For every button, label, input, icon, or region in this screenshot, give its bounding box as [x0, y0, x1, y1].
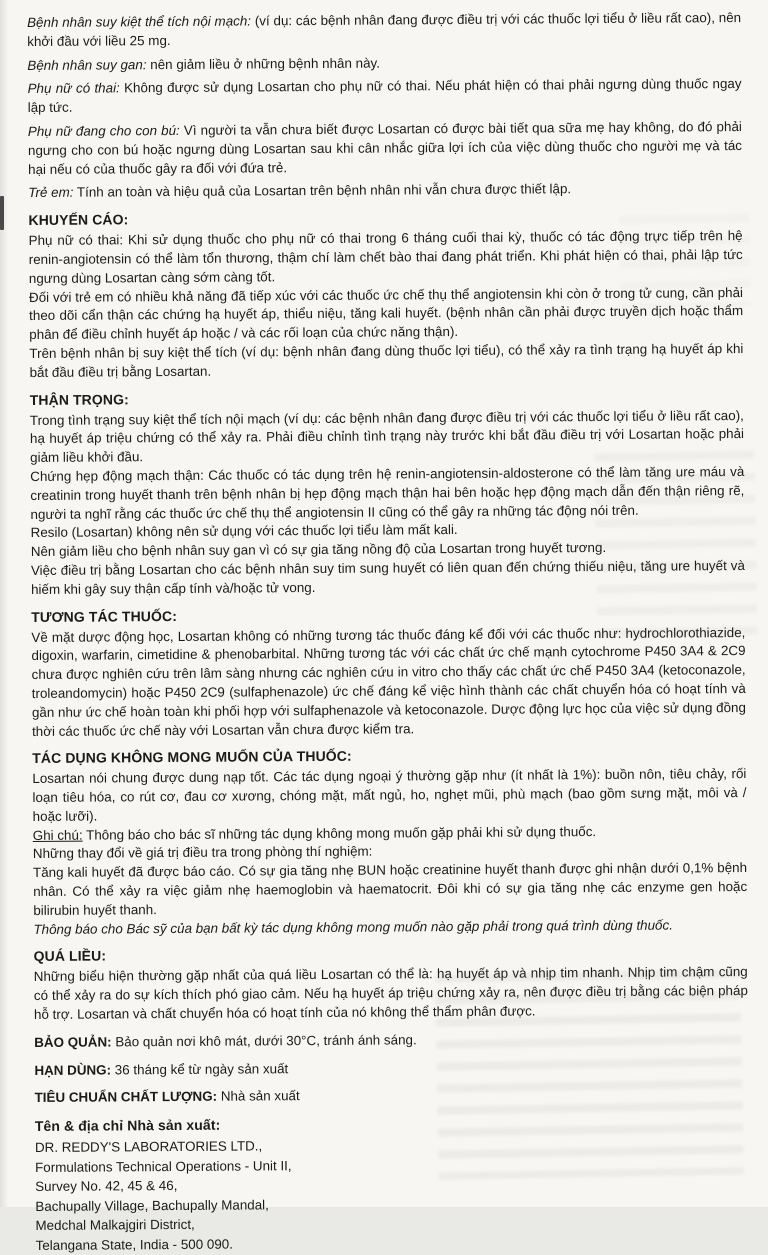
section-khuyen-cao	[28, 206, 743, 382]
paragraph: Bệnh nhân suy gan: nên giảm liều ở những bệnh nhân này.	[27, 55, 380, 73]
paragraph-lead: Bệnh nhân suy gan:	[27, 56, 147, 73]
section-tac-dung-khong-mong-muon	[32, 744, 747, 939]
section-manufacturer	[35, 1112, 750, 1255]
section-storage-shelf-life	[34, 1029, 749, 1108]
paragraph-lead: TIÊU CHUẨN CHẤT LƯỢNG:	[34, 1089, 218, 1106]
address-line: Medchal Malkajgiri District,	[35, 1217, 195, 1234]
paragraph: Đối với trẻ em có nhiều khả năng đã tiếp xúc với các thuốc ức chế thụ thể angiotensin khi còn ở trong tử cung, cần phải theo dõi cẩn thận các chứng hạ huyết áp, thiểu niệu, tăng kali huyết. (bệnh nhân cần phải được truyền dịch hoặc thẩm phân để điều chỉnh huyết áp hoặc / và các rối loạn của chức năng thận).	[28, 284, 744, 343]
paragraph: Về mặt dược động học, Losartan không có những tương tác thuốc đáng kể đối với các thuốc như: hydrochlorothiazide, digoxin, warfarin, cimetidine & phenobarbital. Những tương tác với các chất ức chế mạnh cytochrome P450 3A4 & 2C9 chưa được nghiên cứu trên lâm sàng nhưng các nghiên cứu in vitro cho thấy các chất ức chế P450 3A4 (ketoconazole, troleandomycin) hoặc P450 2C9 (sulfaphenazole) ức chế đáng kể việc hình thành các chất chuyển hóa có hoạt tính và gần như ức chế hoàn toàn khi phối hợp với sulfaphenazole và ketoconazole. Dược động lực học của việc sử dụng đồng thời các thuốc ức chế này với Losartan vẫn chưa được kiểm tra.	[31, 624, 746, 739]
paragraph: Việc điều trị bằng Losartan cho các bệnh nhân suy tim sung huyết có liên quan đến chứng thiếu niệu, tăng ure huyết và hiếm khi gây suy thận cấp tính và/hoặc tử vong.	[30, 557, 745, 597]
paragraph-lead: Bệnh nhân suy kiệt thể tích nội mạch:	[27, 13, 252, 30]
address-line: Formulations Technical Operations - Unit II,	[35, 1157, 292, 1175]
section-patient-groups	[27, 9, 742, 203]
paragraph-lead: Ghi chú:	[32, 827, 83, 843]
heading-than-trong: THẬN TRỌNG:	[29, 390, 129, 408]
paragraph-lead: HẠN DÙNG:	[34, 1062, 112, 1078]
address-line: DR. REDDY'S LABORATORIES LTD.,	[34, 1138, 263, 1156]
paragraph-lead: Phụ nữ đang cho con bú:	[27, 122, 180, 139]
paragraph: HẠN DÙNG: 36 tháng kể từ ngày sản xuất	[34, 1060, 289, 1078]
paragraph: Chứng hẹp động mạch thận: Các thuốc có tác dụng trên hệ renin-angiotensin-aldosterone có thể làm tăng ure máu và creatinin trong huyết thanh trên bệnh nhân bị hẹp động mạch thận hai bên hoặc hẹp động mạch dẫn đến thận riêng rẽ, người ta nghĩ rằng các thuốc ức chế thụ thể angiotensin II cũng có thể gây ra những tác động nói trên.	[30, 463, 745, 522]
paragraph: Tăng kali huyết đã được báo cáo. Có sự gia tăng nhẹ BUN hoặc creatinine huyết thanh được ghi nhận dưới 0,1% bệnh nhân. Có thể xảy ra việc giảm nhẹ haemoglobin và haematocrit. Đôi khi có sự gia tăng nhẹ các enzyme gen hoặc bilirubin huyết thanh.	[32, 860, 748, 918]
paragraph: TIÊU CHUẨN CHẤT LƯỢNG: Nhà sản xuất	[34, 1088, 300, 1106]
paragraph: Trên bệnh nhân bị suy kiệt thể tích (ví dụ: bệnh nhân đang dùng thuốc lợi tiểu), có thể xảy ra tình trạng hạ huyết áp khi bắt đầu điều trị bằng Losartan.	[29, 340, 744, 380]
paragraph: Bệnh nhân suy kiệt thể tích nội mạch: (ví dụ: các bệnh nhân đang được điều trị với các thuốc lợi tiểu ở liều rất cao), nên khởi đầu với liều 25 mg.	[27, 10, 742, 49]
heading-khuyen-cao: KHUYẾN CÁO:	[28, 211, 129, 229]
paragraph: Losartan nói chung được dung nạp tốt. Các tác dụng ngoại ý thường gặp như (ít nhất là 1%): buồn nôn, tiêu chảy, rối loạn tiêu hóa, co rút cơ, đau cơ xương, chóng mặt, mất ngủ, ho, nghẹt mũi, phù mạch (bao gồm sưng mặt, môi và / hoặc lưỡi).	[32, 766, 747, 824]
paragraph: Resilo (Losartan) không nên sử dụng với các thuốc lợi tiểu làm mất kali.	[30, 522, 458, 541]
heading-manufacturer: Tên & địa chỉ Nhà sản xuất:	[34, 1116, 221, 1135]
paragraph: Trong tình trạng suy kiệt thể tích nội mạch (ví dụ: các bệnh nhân đang được điều trị với các thuốc lợi tiểu ở liều rất cao), hạ huyết áp triệu chứng có thể xảy ra. Phải điều chỉnh tình trạng này trước khi bắt đầu điều trị với Losartan hoặc phải giảm liều khởi đầu.	[29, 407, 745, 466]
paragraph: BẢO QUẢN: Bảo quản nơi khô mát, dưới 30°C, tránh ánh sáng.	[34, 1032, 417, 1050]
paragraph: Những thay đổi về giá trị điều tra trong phòng thí nghiệm:	[32, 844, 373, 862]
paragraph: Phụ nữ đang cho con bú: Vì người ta vẫn chưa biết được Losartan có được bài tiết qua sữa mẹ hay không, do đó phải ngưng cho con bú hoặc ngưng dùng Losartan sau khi cân nhắc giữa lợi ích của việc dùng thuốc cho người mẹ và tác hại nếu có của thuốc gây ra đối với đứa trẻ.	[27, 118, 743, 177]
leaflet-text-content	[27, 4, 750, 1255]
address-line: Telangana State, India - 500 090.	[35, 1236, 233, 1253]
address-line: Survey No. 42, 45 & 46,	[35, 1178, 178, 1195]
paragraph-lead: Trẻ em:	[28, 185, 74, 201]
scan-edge-mark	[0, 196, 4, 230]
paragraph: Phụ nữ có thai: Khi sử dụng thuốc cho phụ nữ có thai trong 6 tháng cuối thai kỳ, thuốc có tác động trực tiếp trên hệ renin-angiotensin có thể làm tổn thương, thậm chí làm chết bào thai đang phát triển. Khi phát hiện có thai, phải lập tức ngưng dùng Losartan càng sớm càng tốt.	[28, 228, 743, 286]
section-than-trong	[30, 386, 745, 600]
address-line: Bachupally Village, Bachupally Mandal,	[35, 1197, 269, 1214]
paragraph-lead: Phụ nữ có thai:	[27, 80, 120, 97]
paragraph: Ghi chú: Thông báo cho bác sĩ những tác dụng không mong muốn gặp phải khi sử dụng thuốc.	[32, 823, 597, 843]
paragraph: Những biểu hiện thường gặp nhất của quá liều Losartan có thể là: hạ huyết áp và nhịp tim nhanh. Nhịp tim chậm cũng có thể xảy ra do sự kích thích phó giao cảm. Nếu hạ huyết áp triệu chứng xảy ra, nên được điều trị bằng các biện pháp hỗ trợ. Losartan và chất chuyển hóa có hoạt tính của nó không thể thẩm phân được.	[33, 964, 748, 1023]
paragraph: Thông báo cho Bác sỹ của bạn bất kỳ tác dụng không mong muốn nào gặp phải trong quá trình dùng thuốc.	[33, 917, 673, 937]
section-qua-lieu	[34, 942, 749, 1024]
paragraph: Phụ nữ có thai: Không được sử dụng Losartan cho phụ nữ có thai. Nếu phát hiện có thai phải ngưng dùng thuốc ngay lập tức.	[27, 76, 742, 116]
heading-tuong-tac-thuoc: TƯƠNG TÁC THUỐC:	[31, 607, 177, 625]
paragraph-lead: BẢO QUẢN:	[34, 1034, 112, 1050]
scan-edge-shading	[0, 0, 8, 1207]
section-tuong-tac-thuoc	[31, 603, 746, 742]
heading-tac-dung-khong-mong-muon: TÁC DỤNG KHÔNG MONG MUỐN CỦA THUỐC:	[32, 748, 352, 767]
paragraph: Trẻ em: Tính an toàn và hiệu quả của Losartan trên bệnh nhân nhi vẫn chưa được thiết lập.	[28, 181, 572, 201]
heading-qua-lieu: QUÁ LIỀU:	[33, 947, 107, 965]
paragraph: Nên giảm liều cho bệnh nhân suy gan vì có sự gia tăng nồng độ của Losartan trong huyết tương.	[30, 540, 607, 560]
